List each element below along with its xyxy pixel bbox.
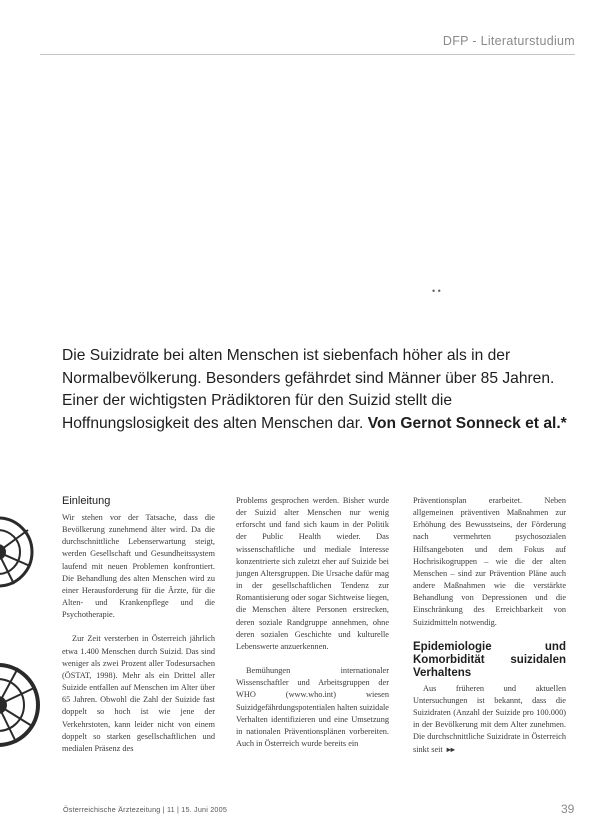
journal-footer: Österreichische Ärztezeitung | 11 | 15. Juni 2005 [63,805,228,814]
author-line: Von Gernot Sonneck et al.* [367,414,567,432]
body-paragraph: Bemühungen internationaler Wissenschaftler und Arbeitsgruppen der WHO (www.who.int) wiesen Suizidgefährdungspotentialen halten suizidale Verhalten identifizieren und eine Umsetzung in nationalen Präventionsplänen vorbereiten. Auch in Österreich wurde bereits ein [236,666,389,748]
decorative-speck: • • [432,286,441,296]
lead-paragraph [62,345,582,435]
header-rule [40,54,575,55]
body-paragraph [413,683,566,756]
section-heading-epidemiologie: Epidemiologie und Komorbidität suizidalen Verhaltens [413,640,566,679]
text-column-3 [413,495,566,756]
margin-wheel-illustration [0,500,40,790]
page-number: 39 [561,802,575,816]
lead-text: Die Suizidrate bei alten Menschen ist siebenfach höher als in der Normalbevölkerung. Besonders gefährdet sind Männer über 85 Jahren. Einer der wichtigsten Prädiktoren für den Suizid stellt die Hoffnungslosigkeit des alten Menschen dar. [62,347,555,432]
section-header: DFP - Literaturstudium [442,34,575,48]
continue-arrow-icon: ▸▸ [446,744,455,754]
body-paragraph: Präventionsplan erarbeitet. Neben allgemeinen präventiven Maßnahmen zur Erhöhung des Bewusstseins, der Förderung nach vermehrten psychosozialen Hilfsangeboten und dem Fokus auf Hochrisikogruppen – wie die der alten Menschen – sind zur Prävention Pläne auch andere Maßnahmen wie die verstärkte Behandlung von Depressionen und die Einschränkung des Erreichbarkeit von Suizidmitteln notwendig. [413,496,566,627]
body-paragraph: Zur Zeit versterben in Österreich jährlich etwa 1.400 Menschen durch Suizid. Das sind weniger als zwei Prozent aller Todesursachen (ÖSTAT, 1998). Mehr als ein Drittel aller Suizide entfallen auf Menschen im Alter über 65 Jahren. Obwohl die Zahl der Suizide fast doppelt so hoch ist wie jene der Verkehrstoten, kann leider nicht von einem doppelt so starken gesellschaftlichen und medialen Präsenz des [62,634,215,753]
body-paragraph: Wir stehen vor der Tatsache, dass die Bevölkerung zunehmend älter wird. Da die durchschnittliche Lebenserwartung steigt, werden Gesellschaft und Gesundheitssystem laufend mit neuen Problemen konfrontiert. Die Behandlung des alten Menschen wird zu einer Herausforderung für die Ärzte, für die Alten- und Krankenpflege und die Psychotherapie. [62,513,215,620]
body-paragraph: Problems gesprochen werden. Bisher wurde der Suizid alter Menschen nur wenig erforscht und fand sich kaum in der Politik der Public Health wieder. Das wissenschaftliche und mediale Interesse konzentrierte sich zuletzt eher auf Suizide bei jungen Altersgruppen. Die Ursache dafür mag in der gesellschaftlichen Tendenz zur Romantisierung oder sogar Sichtweise liegen, die Menschen ältere Personen erstrecken, deren soziale Randgruppe annehmen, ohne deren sozialen Geschichte und kulturelle Lebenswerte anzuerkennen. [236,496,389,651]
text-column-2 [236,495,389,750]
text-column-1 [62,495,215,755]
body-paragraph-text: Aus früheren und aktuellen Untersuchungen ist bekannt, dass die Suizidraten (Anzahl der Suizide pro 100.000) in der Bevölkerung mit dem Alter zunehmen. Die durchschnittliche Suizidrate in Österreich sinkt seit [413,683,566,754]
section-heading-einleitung: Einleitung [62,495,111,507]
